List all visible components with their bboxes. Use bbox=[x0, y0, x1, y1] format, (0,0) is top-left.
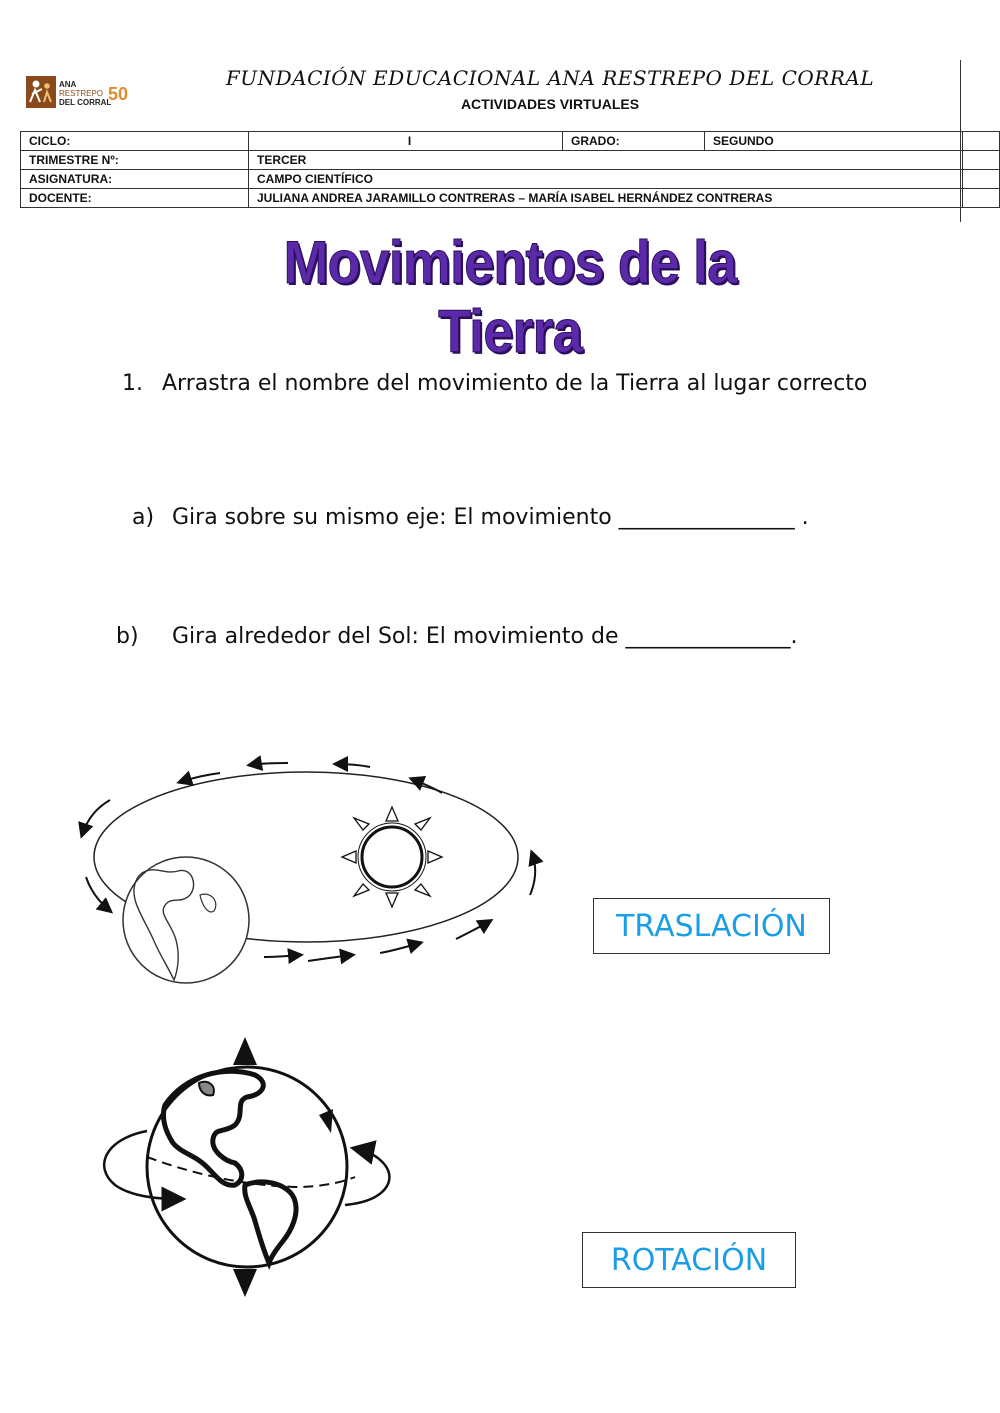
svg-text:50: 50 bbox=[108, 84, 129, 104]
trimestre-value: TERCER bbox=[249, 151, 963, 170]
translation-diagram bbox=[70, 745, 550, 1000]
table-row bbox=[21, 132, 1000, 151]
svg-text:DEL CORRAL: DEL CORRAL bbox=[59, 98, 112, 107]
page-title: Movimientos de la Tierra bbox=[283, 229, 737, 365]
svg-text:ANA: ANA bbox=[59, 80, 77, 89]
earth-globe-icon bbox=[147, 1067, 355, 1267]
info-table bbox=[20, 131, 1000, 208]
ciclo-label: CICLO: bbox=[21, 132, 249, 151]
table-row bbox=[21, 151, 1000, 170]
item-b[interactable] bbox=[116, 624, 798, 649]
school-logo bbox=[18, 72, 133, 112]
table-row bbox=[21, 189, 1000, 208]
earth-icon bbox=[123, 857, 249, 983]
item-a-label: a) bbox=[132, 505, 155, 530]
item-a[interactable] bbox=[132, 505, 809, 530]
question-number: 1. bbox=[122, 371, 143, 396]
ciclo-value: I bbox=[249, 132, 563, 151]
asignatura-label: ASIGNATURA: bbox=[21, 170, 249, 189]
south-arrow-icon bbox=[233, 1269, 257, 1297]
docente-label: DOCENTE: bbox=[21, 189, 249, 208]
question-text: Arrastra el nombre del movimiento de la Tierra al lugar correcto bbox=[162, 371, 868, 396]
table-row bbox=[21, 170, 1000, 189]
item-b-label: b) bbox=[116, 624, 139, 649]
sun-icon bbox=[342, 807, 442, 907]
subtitle: ACTIVIDADES VIRTUALES bbox=[460, 96, 640, 112]
grado-label: GRADO: bbox=[563, 132, 705, 151]
svg-text:RESTREPO: RESTREPO bbox=[59, 89, 104, 98]
answer-traslacion[interactable]: TRASLACIÓN bbox=[593, 898, 830, 954]
item-b-text: Gira alrededor del Sol: El movimiento de _______________. bbox=[172, 624, 798, 649]
answer-rotacion[interactable]: ROTACIÓN bbox=[582, 1232, 796, 1288]
rotation-diagram bbox=[95, 1035, 400, 1300]
question-1 bbox=[122, 366, 904, 402]
grado-value: SEGUNDO bbox=[705, 132, 963, 151]
asignatura-value: CAMPO CIENTÍFICO bbox=[249, 170, 963, 189]
north-arrow-icon bbox=[233, 1037, 257, 1065]
school-name: FUNDACIÓN EDUCACIONAL ANA RESTREPO DEL CORRAL bbox=[225, 66, 875, 90]
docente-value: JULIANA ANDREA JARAMILLO CONTRERAS – MARÍA ISABEL HERNÁNDEZ CONTRERAS bbox=[249, 189, 963, 208]
item-a-text: Gira sobre su mismo eje: El movimiento ________________ . bbox=[172, 505, 809, 530]
trimestre-label: TRIMESTRE Nº: bbox=[21, 151, 249, 170]
